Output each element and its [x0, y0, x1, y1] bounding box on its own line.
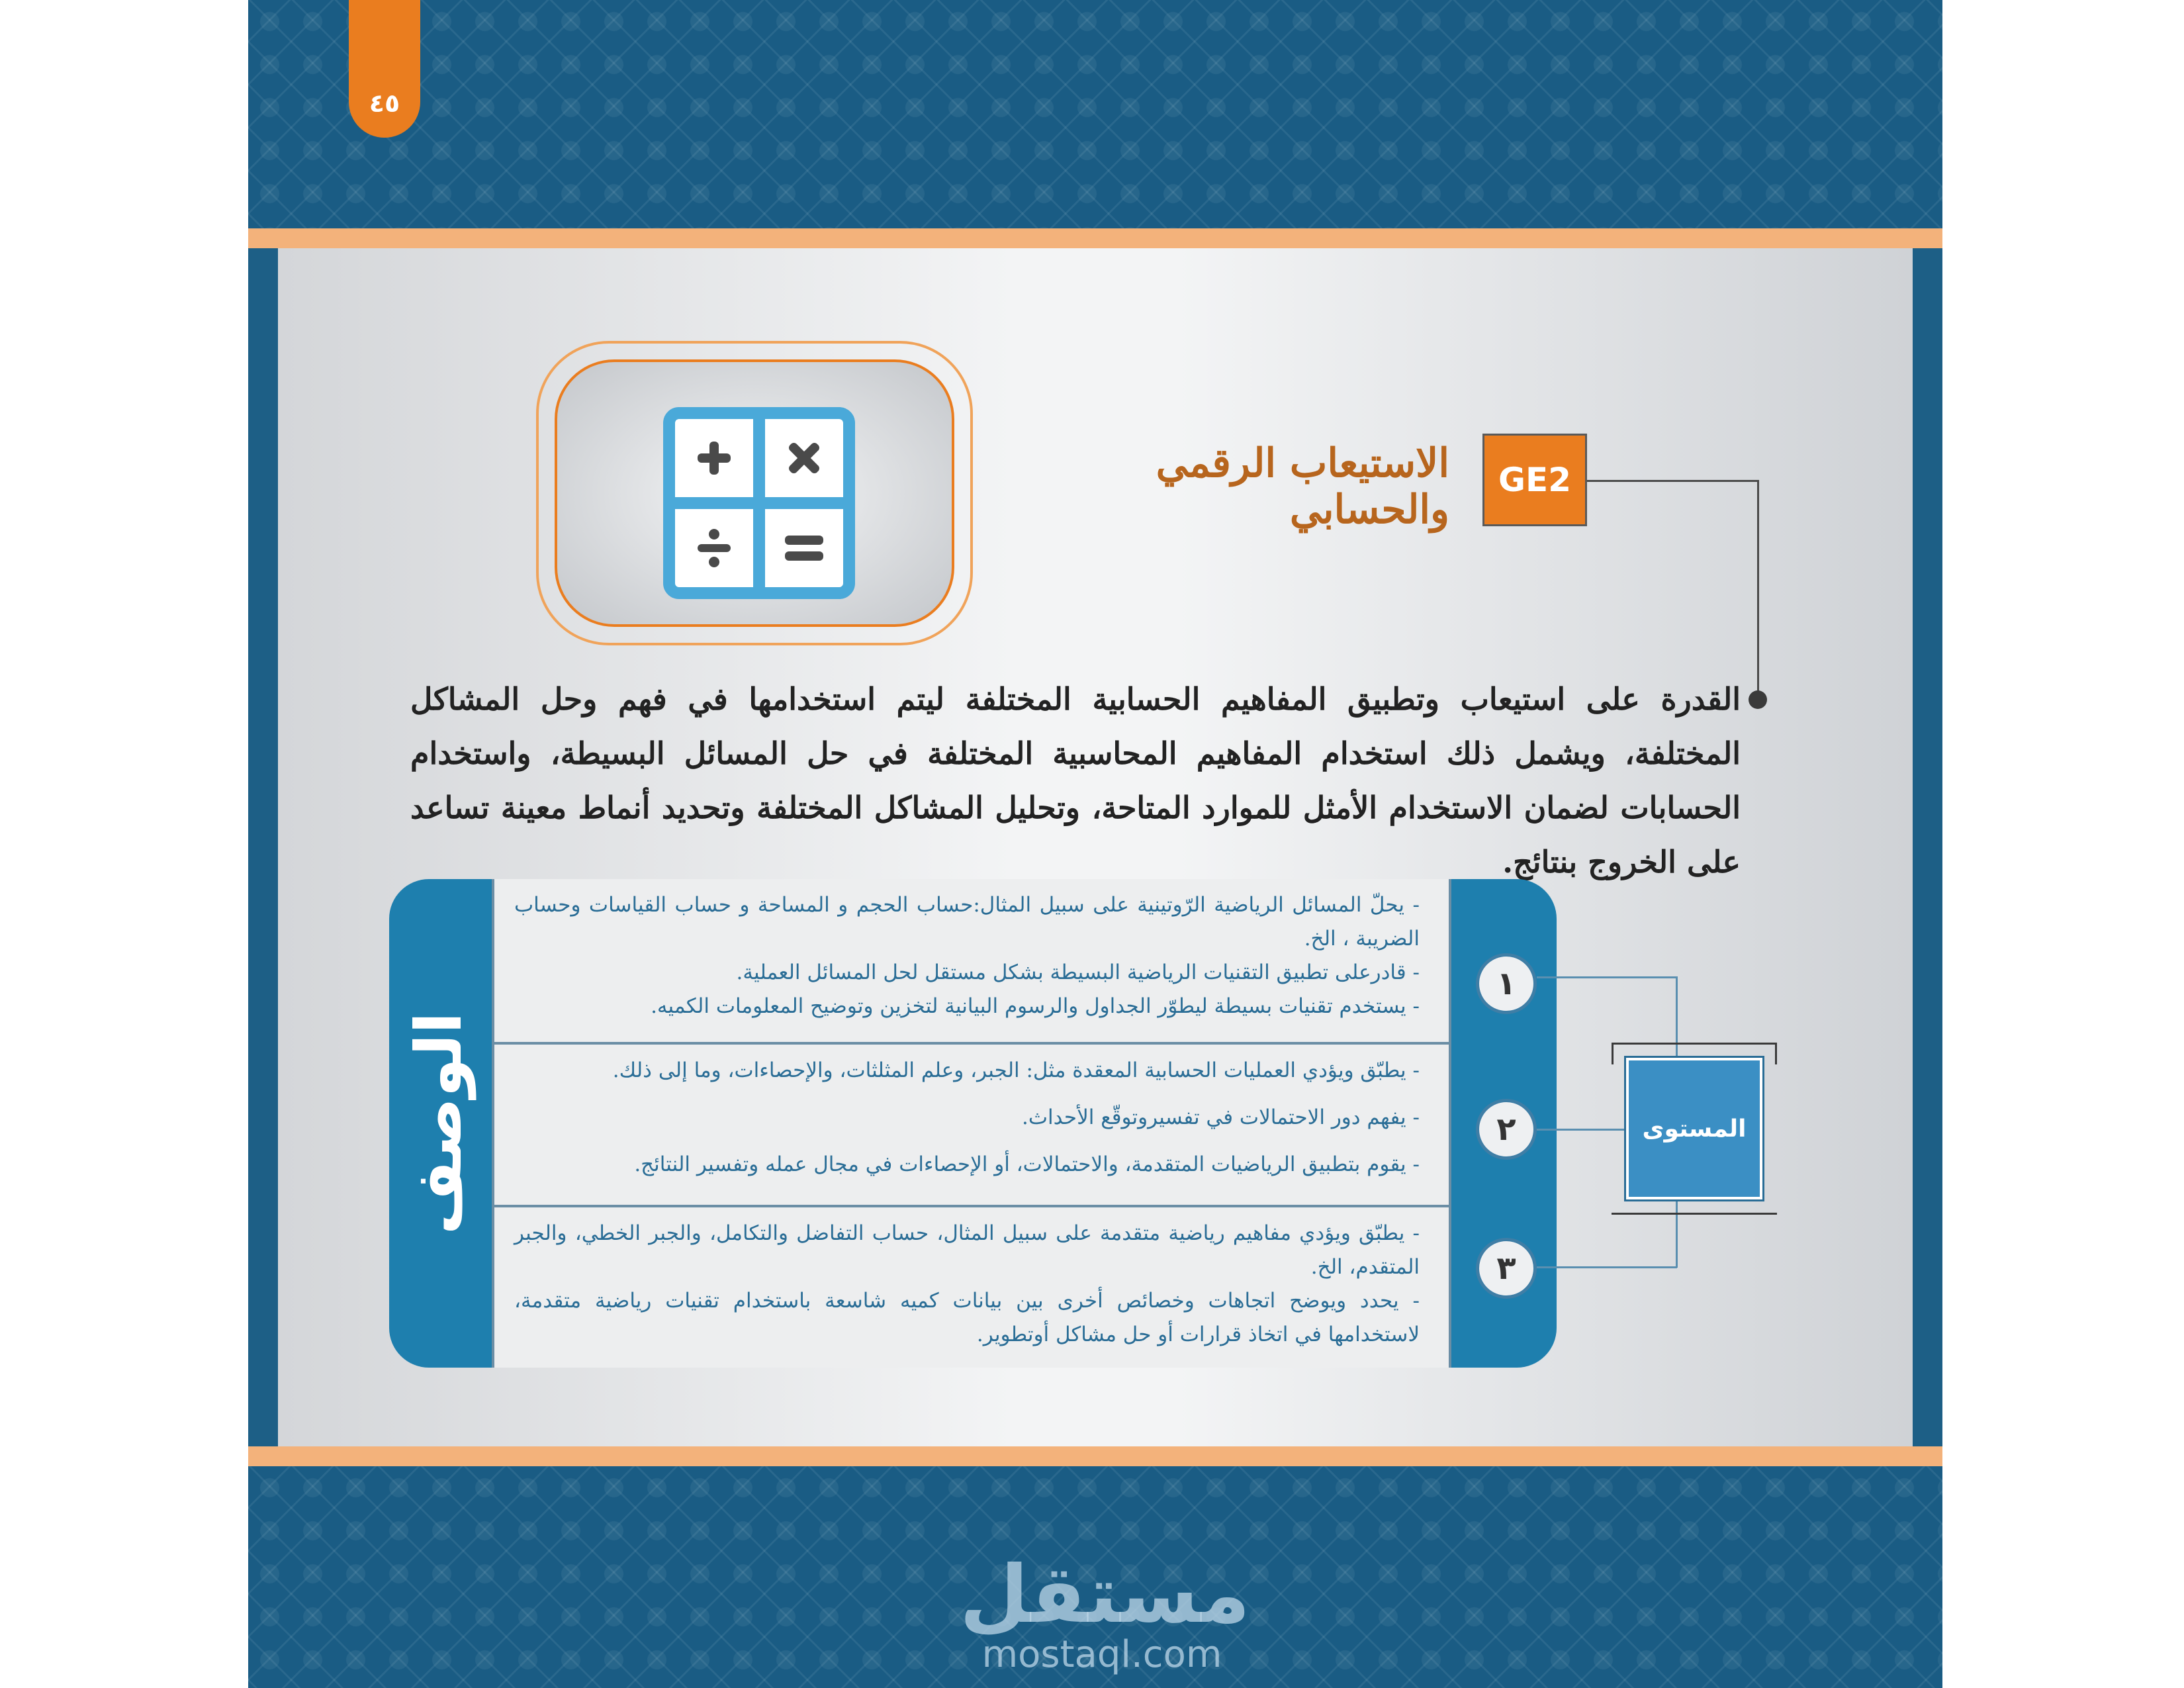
watermark-arabic: مستقل	[960, 1549, 1250, 1641]
list-item: - يطبّق ويؤدي العمليات الحسابية المعقدة مثل: الجبر، وعلم المثلثات، والإحصاءات، وما إلى ذلك.	[612, 1058, 1420, 1082]
list-item: - يفهم دور الاحتمالات في تفسيروتوقّع الأحداث.	[1021, 1105, 1420, 1129]
equals-icon	[765, 509, 843, 587]
description-cells	[492, 879, 1451, 1368]
connector-line	[1587, 480, 1759, 482]
page	[248, 0, 1942, 1688]
bottom-stripe	[248, 1446, 1942, 1466]
header-pattern	[248, 0, 1942, 228]
page-number-tab	[349, 0, 420, 138]
plus-icon	[675, 419, 753, 497]
bullet-dot	[1749, 690, 1767, 709]
description-table	[389, 879, 1557, 1368]
top-stripe	[248, 228, 1942, 248]
level-1-description	[494, 879, 1449, 1042]
watermark-latin: mostaql.com	[981, 1633, 1222, 1676]
level-3-description	[494, 1205, 1449, 1368]
list-item: - يستخدم تقنيات بسيطة ليطوّر الجداول والرسوم البيانية لتخزين وتوضيح المعلومات الكميه.	[651, 994, 1420, 1018]
level-3-number: ٣	[1476, 1238, 1537, 1299]
list-item: - يحلّ المسائل الرياضية الرّوتينية على سبيل المثال:حساب الحجم و المساحة و حساب القياسات وحساب الضريبة ، الخ.	[514, 893, 1420, 951]
list-item: - يطبّق ويؤدي مفاهيم رياضية متقدمة على سبيل المثال، حساب التفاضل والتكامل، والجبر الخطي، والجبر المتقدم، الخ.	[514, 1221, 1420, 1279]
level-connector	[1537, 976, 1677, 978]
intro-paragraph: القدرة على استيعاب وتطبيق المفاهيم الحسابية المختلفة ليتم استخدامها في فهم وحل المشاكل المختلفة، ويشمل ذلك استخدام المفاهيم المحاسبية المختلفة في حل المسائل البسيطة، واستخدام الحسابات لضمان الاستخدام الأمثل للموارد المتاحة، وتحليل المشاكل المختلفة وتحديد أنماط معينة تساعد على الخروج بنتائج.	[410, 681, 1741, 880]
connector-line-vertical	[1757, 480, 1759, 698]
icon-inner	[555, 359, 954, 627]
list-item: - قادرعلى تطبيق التقنيات الرياضية البسيطة بشكل مستقل لحل المسائل العملية.	[736, 961, 1420, 984]
divide-icon	[675, 509, 753, 587]
level-2-number: ٢	[1476, 1099, 1537, 1160]
list-item: - يقوم بتطبيق الرياضيات المتقدمة، والاحتمالات، أو الإحصاءات في مجال عمله وتفسير النتائج.	[634, 1152, 1420, 1176]
level-connector	[1537, 1266, 1677, 1268]
level-1-number: ١	[1476, 953, 1537, 1014]
icon-frame	[536, 341, 973, 645]
competency-title: الاستيعاب الرقمي والحسابي	[1156, 440, 1449, 533]
calculator-icon	[663, 407, 855, 599]
list-item: - يحدد ويوضح اتجاهات وخصائص أخرى بين بيانات كميه شاسعة باستخدام تقنيات رياضية متقدمة، لاستخدامها في اتخاذ قرارات أو حل مشاكل أوتطوير.	[514, 1289, 1420, 1346]
competency-code: GE2	[1482, 434, 1587, 526]
level-2-description	[494, 1042, 1449, 1205]
level-label: المستوى	[1626, 1058, 1762, 1199]
watermark-logo	[960, 1549, 1250, 1676]
page-number: ٤٥	[369, 89, 400, 118]
description-label: الوصف	[402, 1011, 477, 1235]
times-icon	[765, 419, 843, 497]
